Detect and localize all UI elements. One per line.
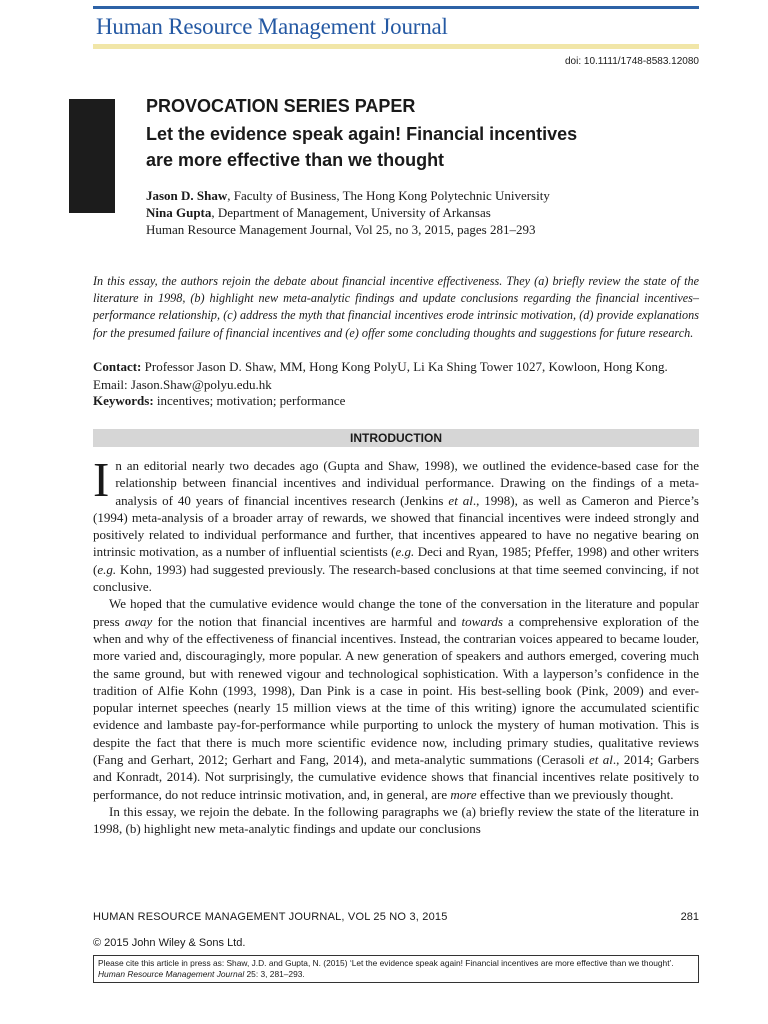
abstract: In this essay, the authors rejoin the debate about financial incentive effectiveness. They (a) briefly review the state of the literature in 1998, (b) highlight new meta-analytic findings and update conclusions regarding the financial incentives–performance relationship, (c) address the myth that financial incentives erode intrinsic motivation, (d) provide explanations for the presumed failure of financial incentives and (e) offer some concluding thoughts and suggestions for future research. (93, 274, 699, 340)
contact-label: Contact: (93, 359, 142, 374)
cite-text-a: Please cite this article in press as: Shaw, J.D. and Gupta, N. (2015) ‘Let the evidence speak again! Financial incentives are more effective than we thought’. (98, 958, 674, 968)
doi[interactable]: doi: 10.1111/1748-8583.12080 (564, 56, 699, 67)
p2-et-al: et al (588, 752, 613, 768)
series-label: PROVOCATION SERIES PAPER (146, 96, 416, 116)
paragraph-2 (93, 595, 699, 803)
citation-box (93, 955, 699, 983)
author-block (146, 187, 550, 238)
p2-towards: towards (461, 613, 503, 629)
contact-text: Professor Jason D. Shaw, MM, Hong Kong PolyU, Li Ka Shing Tower 1027, Kowloon, Hong Kong. Email: Jason.Shaw@polyu.edu.hk (93, 359, 668, 392)
author-2-affiliation: , Department of Management, University of Arkansas (211, 205, 491, 220)
journal-header (93, 6, 699, 44)
p2-away: away (124, 613, 153, 629)
p2-text-d: ., 2014; Garbers and Konradt, 2014). Not surprisingly, the cumulative evidence shows that financial incentives relate positively to performance, do not reduce intrinsic motivation, and, in general, are (93, 752, 700, 802)
author-2 (146, 204, 550, 221)
paragraph-1 (93, 452, 699, 595)
contact (93, 358, 699, 393)
page-number: 281 (680, 911, 699, 923)
footer-journal: HUMAN RESOURCE MANAGEMENT JOURNAL, VOL 25 NO 3, 2015 (93, 911, 448, 923)
p2-text-c: a comprehensive exploration of the when and why of the effectiveness of financial incentives. Instead, the contrarian voices appeared to became louder, more varied and, discouragingly, more popular. A new generation of speakers and authors emerged, covering much the same ground, but with renewed vigour and technological sophistication. With a layperson’s confidence in the tradition of Alfie Kohn (1993, 1998), Dan Pink is a case in point. His best-selling book (Pink, 2009) and ever-popular internet speeches (nearly 15 million views at the time of this writing) ignore the accumulated scientific evidence and lambaste pay-for-performance while purporting to unlock the mystery of human motivation. This is despite the fact that there is much more scientific evidence now, including primary studies, qualitative reviews (Fang and Gerhart, 2012; Gerhart and Fang, 2014), and meta-analytic summations (Cerasoli (93, 613, 699, 768)
author-2-name: Nina Gupta (146, 205, 212, 220)
drop-cap: I (93, 452, 110, 507)
p1-et-al: et al (448, 492, 473, 508)
header-top-rule (93, 6, 699, 9)
p2-text-e: effective than we previously thought. (476, 786, 674, 802)
paper-title-line2: are more effective than we thought (146, 150, 445, 170)
header-accent-bar (93, 44, 699, 49)
paragraph-3: In this essay, we rejoin the debate. In the following paragraphs we (a) briefly review the state of the literature in 1998, (b) highlight new meta-analytic findings and update our conclusions (93, 803, 699, 837)
p1-text-b: ., 1998), as well as Cameron and Pierce’s (1994) meta-analysis of a broader array of rewards, we showed that financial incentives were indeed strongly and positively related to individual performance and further, that incentives appeared to have no negative bearing on intrinsic motivation, as a number of influential scientists ( (93, 492, 699, 560)
body-text (93, 452, 700, 838)
p1-text-c: Deci and Ryan, 1985; Pfeffer, 1998) and other writers ( (93, 544, 699, 577)
cite-journal: Human Resource Management Journal (98, 969, 245, 979)
p2-more: more (450, 786, 477, 802)
author-1-affiliation: , Faculty of Business, The Hong Kong Polytechnic University (227, 188, 550, 203)
citation-line: Human Resource Management Journal, Vol 25, no 3, 2015, pages 281–293 (146, 222, 536, 237)
journal-title: Human Resource Management Journal (96, 14, 448, 39)
keywords (93, 392, 699, 409)
paper-title-line1: Let the evidence speak again! Financial incentives (146, 124, 578, 144)
cite-text-b: 25: 3, 281–293. (244, 969, 305, 979)
section-heading: INTRODUCTION (93, 429, 699, 447)
keywords-label: Keywords: (93, 393, 154, 408)
author-1-name: Jason D. Shaw (146, 188, 228, 203)
copyright: © 2015 John Wiley & Sons Ltd. (93, 937, 246, 949)
p1-text-a: n an editorial nearly two decades ago (Gupta and Shaw, 1998), we outlined the evidence-based case for the relationship between financial incentives and individual performance. Drawing on the findings of a meta-analysis of 40 years of financial incentives research (Jenkins (115, 458, 699, 508)
author-1 (146, 187, 550, 204)
keywords-text: incentives; motivation; performance (153, 393, 346, 408)
p1-text-d: Kohn, 1993) had suggested previously. The research-based conclusions at that time seemed convincing, if not conclusive. (93, 561, 699, 595)
p1-eg-1: e.g. (395, 544, 415, 560)
section-tab-marker (69, 99, 115, 213)
paper-title (146, 121, 706, 173)
p1-eg-2: e.g. (97, 561, 117, 577)
p2-text-a: We hoped that the cumulative evidence would change the tone of the conversation in the literature and popular press (93, 596, 699, 629)
p2-text-b: for the notion that financial incentives are harmful and (152, 613, 462, 629)
